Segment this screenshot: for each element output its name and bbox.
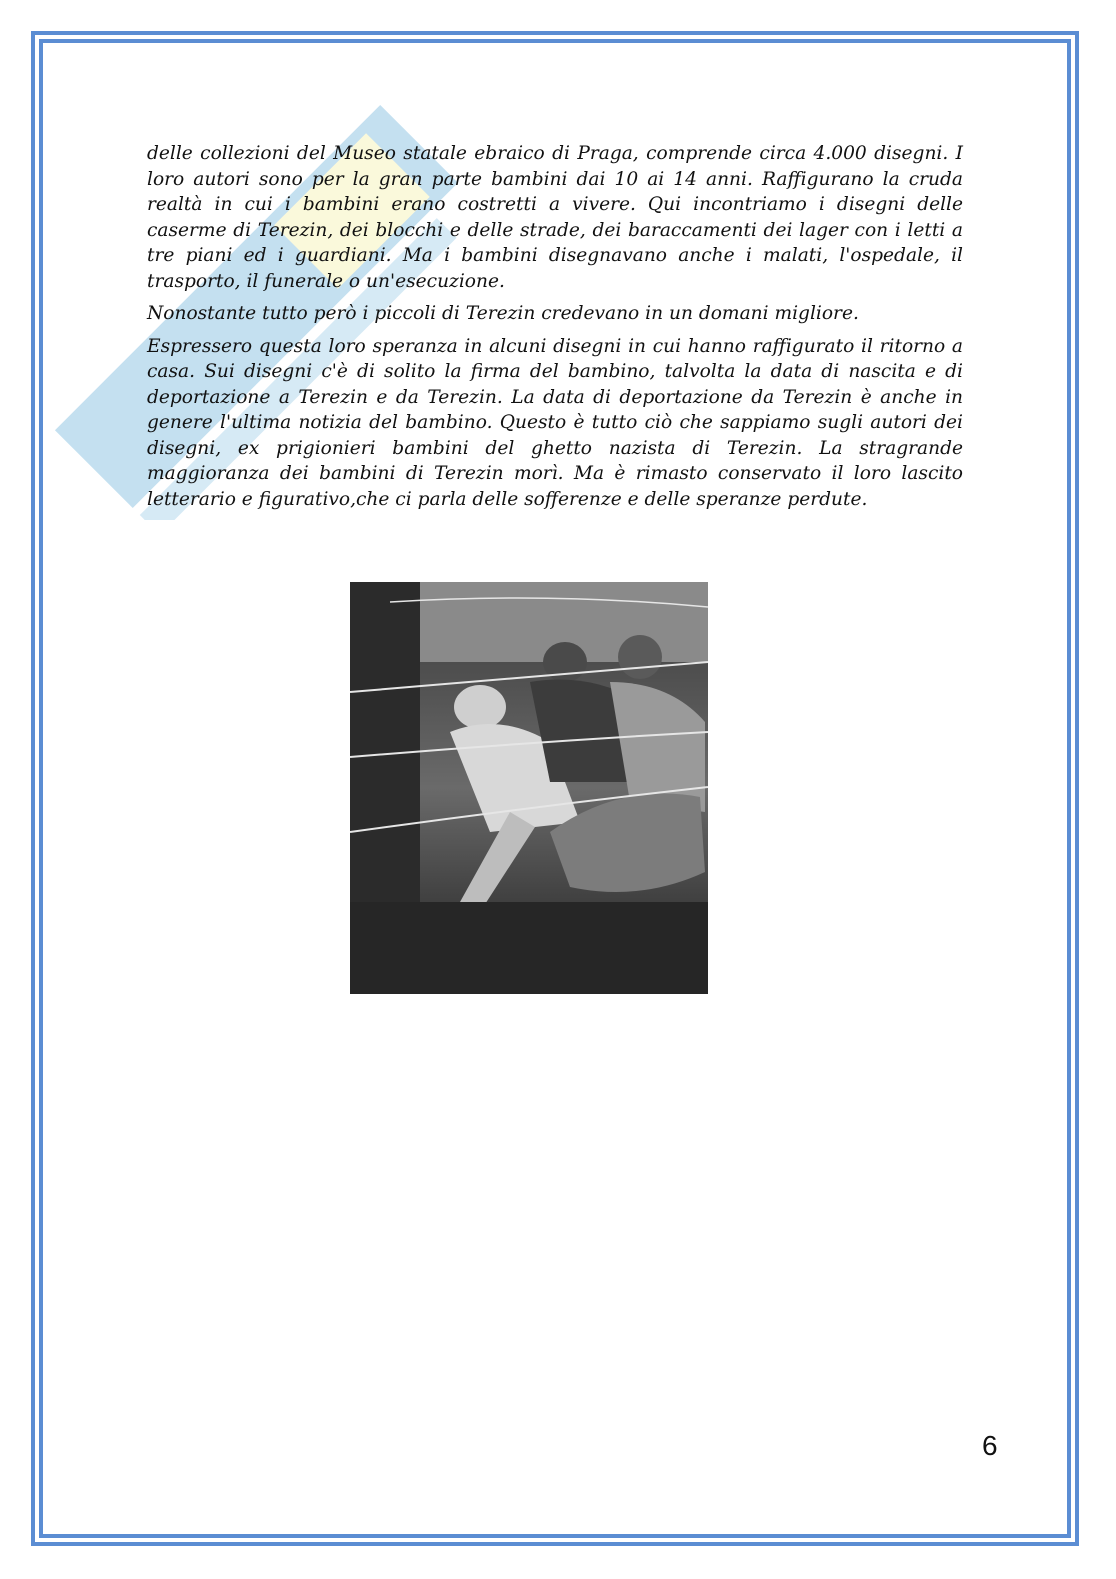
photo-drawing — [350, 582, 708, 994]
body-text — [147, 141, 963, 519]
photo-children-barbed-wire — [350, 582, 708, 994]
paragraph-2: Nonostante tutto però i piccoli di Terezin credevano in un domani migliore. — [147, 303, 859, 324]
paragraph-1: delle collezioni del Museo statale ebraico di Praga, comprende circa 4.000 disegni. I loro autori sono per la gran parte bambini dai 10 ai 14 anni. Raffigurano la cruda realtà in cui i bambini erano costretti a vivere. Qui incontriamo i disegni delle caserme di Terezin, dei blocchi e delle strade, dei baraccamenti dei lager con i letti a tre piani ed i guardiani. Ma i bambini disegnavano anche i malati, l'ospedale, il trasporto, il funerale o un'esecuzione. — [147, 143, 963, 292]
paragraph-3: Espressero questa loro speranza in alcuni disegni in cui hanno raffigurato il ritorno a casa. Sui disegni c'è di solito la firma del bambino, talvolta la data di nascita e di deportazione a Terezin e da Terezin. La data di deportazione da Terezin è anche in genere l'ultima notizia del bambino. Questo è tutto ciò che sappiamo sugli autori dei disegni, ex prigionieri bambini del ghetto nazista di Terezin. La stragrande maggioranza dei bambini di Terezin morì. Ma è rimasto conservato il loro lascito letterario e figurativo,che ci parla delle sofferenze e delle speranze perdute. — [147, 335, 963, 510]
page-number: 6 — [982, 1430, 998, 1461]
